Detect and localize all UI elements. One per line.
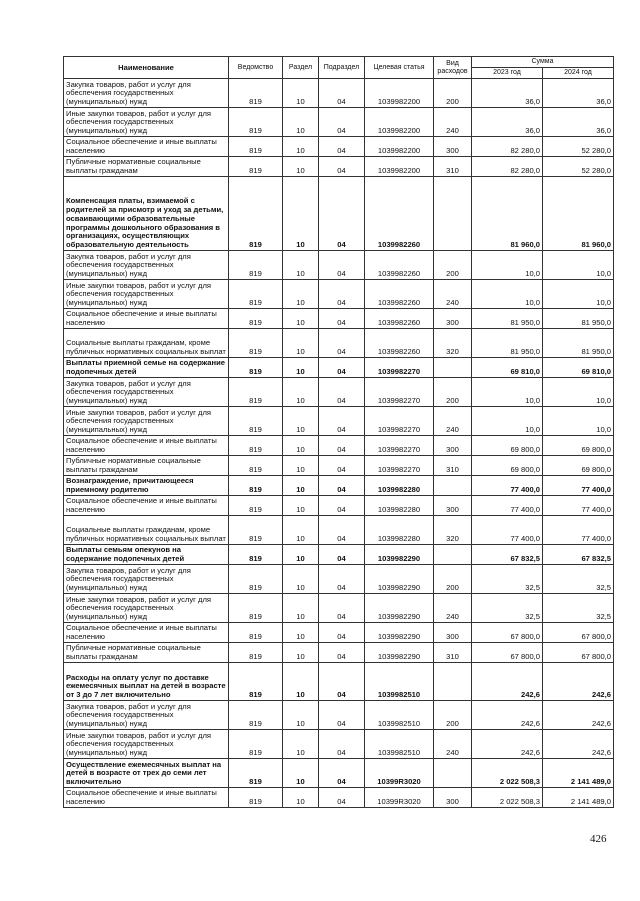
row-type: 300 (434, 137, 472, 157)
row-dept: 819 (229, 643, 283, 663)
row-dept: 819 (229, 516, 283, 545)
row-sum-2023: 36,0 (472, 79, 543, 108)
row-section: 10 (283, 565, 319, 594)
row-target: 1039982270 (365, 436, 434, 456)
row-type: 240 (434, 280, 472, 309)
row-sum-2023: 77 400,0 (472, 496, 543, 516)
row-section: 10 (283, 663, 319, 701)
header-dept: Ведомство (229, 57, 283, 79)
table-row (64, 79, 614, 108)
row-sum-2024: 69 800,0 (543, 436, 614, 456)
row-sum-2024: 81 950,0 (543, 309, 614, 329)
table-row (64, 565, 614, 594)
row-sum-2023: 242,6 (472, 701, 543, 730)
row-section: 10 (283, 251, 319, 280)
table-row (64, 137, 614, 157)
row-type: 240 (434, 407, 472, 436)
row-section: 10 (283, 309, 319, 329)
row-type: 240 (434, 730, 472, 759)
row-subsection: 04 (319, 157, 365, 177)
row-dept: 819 (229, 594, 283, 623)
row-subsection: 04 (319, 545, 365, 565)
row-name: Социальные выплаты гражданам, кроме публичных нормативных социальных выплат (64, 516, 229, 545)
row-name: Иные закупки товаров, работ и услуг для обеспечения государственных (муниципальных) нужд (64, 280, 229, 309)
table-row (64, 309, 614, 329)
row-name: Закупка товаров, работ и услуг для обеспечения государственных (муниципальных) нужд (64, 565, 229, 594)
row-dept: 819 (229, 407, 283, 436)
row-type: 200 (434, 701, 472, 730)
row-type (434, 177, 472, 251)
row-sum-2024: 242,6 (543, 663, 614, 701)
table-row (64, 701, 614, 730)
row-section: 10 (283, 788, 319, 808)
row-sum-2024: 52 280,0 (543, 157, 614, 177)
row-type: 310 (434, 643, 472, 663)
row-name: Расходы на оплату услуг по доставке ежемесячных выплат на детей в возрасте от 3 до 7 лет включительно (64, 663, 229, 701)
row-target: 1039982280 (365, 476, 434, 496)
row-type: 320 (434, 329, 472, 358)
row-section: 10 (283, 79, 319, 108)
row-section: 10 (283, 358, 319, 378)
row-subsection: 04 (319, 108, 365, 137)
row-sum-2023: 2 022 508,3 (472, 759, 543, 788)
row-sum-2024: 242,6 (543, 701, 614, 730)
row-dept: 819 (229, 108, 283, 137)
header-sum: Сумма (472, 57, 614, 68)
row-name: Социальное обеспечение и иные выплаты населению (64, 137, 229, 157)
row-dept: 819 (229, 456, 283, 476)
row-subsection: 04 (319, 407, 365, 436)
row-sum-2024: 36,0 (543, 108, 614, 137)
page-number: 426 (590, 833, 607, 845)
row-sum-2023: 10,0 (472, 407, 543, 436)
row-sum-2023: 69 800,0 (472, 436, 543, 456)
row-sum-2024: 52 280,0 (543, 137, 614, 157)
row-target: 1039982200 (365, 108, 434, 137)
row-sum-2023: 2 022 508,3 (472, 788, 543, 808)
row-section: 10 (283, 108, 319, 137)
row-section: 10 (283, 730, 319, 759)
row-sum-2024: 2 141 489,0 (543, 759, 614, 788)
row-target: 1039982260 (365, 177, 434, 251)
row-section: 10 (283, 378, 319, 407)
row-subsection: 04 (319, 456, 365, 476)
row-sum-2024: 81 960,0 (543, 177, 614, 251)
row-sum-2023: 242,6 (472, 730, 543, 759)
row-target: 1039982290 (365, 545, 434, 565)
table-row (64, 759, 614, 788)
row-dept: 819 (229, 565, 283, 594)
row-subsection: 04 (319, 476, 365, 496)
row-sum-2023: 82 280,0 (472, 157, 543, 177)
row-subsection: 04 (319, 623, 365, 643)
row-name: Выплаты приемной семье на содержание подопечных детей (64, 358, 229, 378)
row-type: 300 (434, 309, 472, 329)
row-target: 1039982260 (365, 280, 434, 309)
row-subsection: 04 (319, 701, 365, 730)
row-type: 310 (434, 456, 472, 476)
row-name: Иные закупки товаров, работ и услуг для обеспечения государственных (муниципальных) нужд (64, 730, 229, 759)
row-name: Социальное обеспечение и иные выплаты населению (64, 623, 229, 643)
row-type: 300 (434, 496, 472, 516)
table-row (64, 788, 614, 808)
row-name: Публичные нормативные социальные выплаты гражданам (64, 157, 229, 177)
row-dept: 819 (229, 309, 283, 329)
row-subsection: 04 (319, 643, 365, 663)
table-row (64, 516, 614, 545)
row-target: 1039982290 (365, 565, 434, 594)
row-section: 10 (283, 545, 319, 565)
row-target: 1039982290 (365, 594, 434, 623)
row-target: 10399R3020 (365, 759, 434, 788)
row-subsection: 04 (319, 516, 365, 545)
row-dept: 819 (229, 358, 283, 378)
row-type (434, 663, 472, 701)
row-dept: 819 (229, 476, 283, 496)
row-type (434, 358, 472, 378)
row-target: 1039982290 (365, 623, 434, 643)
row-sum-2023: 10,0 (472, 280, 543, 309)
row-subsection: 04 (319, 663, 365, 701)
table-row (64, 280, 614, 309)
row-target: 1039982510 (365, 701, 434, 730)
row-type: 200 (434, 79, 472, 108)
table-row (64, 730, 614, 759)
row-sum-2024: 67 832,5 (543, 545, 614, 565)
row-type (434, 759, 472, 788)
row-target: 1039982200 (365, 157, 434, 177)
row-subsection: 04 (319, 759, 365, 788)
row-type (434, 545, 472, 565)
row-sum-2024: 32,5 (543, 565, 614, 594)
budget-table (63, 56, 614, 808)
row-sum-2023: 82 280,0 (472, 137, 543, 157)
row-target: 1039982260 (365, 251, 434, 280)
row-dept: 819 (229, 137, 283, 157)
row-dept: 819 (229, 545, 283, 565)
row-sum-2024: 77 400,0 (543, 476, 614, 496)
row-type: 200 (434, 378, 472, 407)
row-target: 1039982270 (365, 358, 434, 378)
row-sum-2023: 77 400,0 (472, 516, 543, 545)
row-name: Социальное обеспечение и иные выплаты населению (64, 496, 229, 516)
table-row (64, 623, 614, 643)
table-row (64, 329, 614, 358)
row-sum-2023: 67 832,5 (472, 545, 543, 565)
row-sum-2024: 67 800,0 (543, 643, 614, 663)
table-row (64, 157, 614, 177)
row-dept: 819 (229, 378, 283, 407)
row-type: 240 (434, 108, 472, 137)
table-row (64, 251, 614, 280)
row-sum-2023: 77 400,0 (472, 476, 543, 496)
table-row (64, 407, 614, 436)
row-sum-2024: 69 800,0 (543, 456, 614, 476)
row-name: Осуществление ежемесячных выплат на детей в возрасте от трех до семи лет включительно (64, 759, 229, 788)
row-target: 1039982510 (365, 730, 434, 759)
table-body (64, 79, 614, 808)
header-subsection: Подраздел (319, 57, 365, 79)
row-subsection: 04 (319, 378, 365, 407)
row-sum-2023: 32,5 (472, 565, 543, 594)
row-subsection: 04 (319, 137, 365, 157)
row-sum-2024: 10,0 (543, 251, 614, 280)
row-section: 10 (283, 177, 319, 251)
row-subsection: 04 (319, 565, 365, 594)
table-row (64, 545, 614, 565)
row-subsection: 04 (319, 251, 365, 280)
row-target: 10399R3020 (365, 788, 434, 808)
row-dept: 819 (229, 157, 283, 177)
row-name: Закупка товаров, работ и услуг для обеспечения государственных (муниципальных) нужд (64, 251, 229, 280)
table-row (64, 358, 614, 378)
table-row (64, 378, 614, 407)
row-section: 10 (283, 516, 319, 545)
row-dept: 819 (229, 496, 283, 516)
row-section: 10 (283, 456, 319, 476)
row-subsection: 04 (319, 358, 365, 378)
row-sum-2023: 69 800,0 (472, 456, 543, 476)
table-row (64, 496, 614, 516)
row-dept: 819 (229, 177, 283, 251)
row-name: Закупка товаров, работ и услуг для обеспечения государственных (муниципальных) нужд (64, 378, 229, 407)
row-section: 10 (283, 407, 319, 436)
row-subsection: 04 (319, 309, 365, 329)
row-subsection: 04 (319, 280, 365, 309)
row-type: 300 (434, 436, 472, 456)
row-type: 240 (434, 594, 472, 623)
row-sum-2023: 81 950,0 (472, 329, 543, 358)
row-sum-2024: 242,6 (543, 730, 614, 759)
row-section: 10 (283, 594, 319, 623)
row-sum-2024: 2 141 489,0 (543, 788, 614, 808)
row-section: 10 (283, 496, 319, 516)
row-type (434, 476, 472, 496)
row-name: Закупка товаров, работ и услуг для обеспечения государственных (муниципальных) нужд (64, 79, 229, 108)
row-section: 10 (283, 759, 319, 788)
row-type: 200 (434, 251, 472, 280)
row-subsection: 04 (319, 329, 365, 358)
row-target: 1039982270 (365, 407, 434, 436)
row-sum-2023: 10,0 (472, 378, 543, 407)
row-sum-2023: 10,0 (472, 251, 543, 280)
table-row (64, 594, 614, 623)
row-sum-2023: 67 800,0 (472, 643, 543, 663)
row-section: 10 (283, 623, 319, 643)
row-target: 1039982280 (365, 496, 434, 516)
row-subsection: 04 (319, 436, 365, 456)
row-name: Публичные нормативные социальные выплаты гражданам (64, 643, 229, 663)
table-row (64, 476, 614, 496)
row-dept: 819 (229, 329, 283, 358)
row-target: 1039982200 (365, 79, 434, 108)
row-name: Социальное обеспечение и иные выплаты населению (64, 436, 229, 456)
row-target: 1039982510 (365, 663, 434, 701)
row-name: Иные закупки товаров, работ и услуг для обеспечения государственных (муниципальных) нужд (64, 108, 229, 137)
row-sum-2023: 81 960,0 (472, 177, 543, 251)
header-type: Вид расходов (434, 57, 472, 79)
row-target: 1039982260 (365, 329, 434, 358)
row-sum-2023: 32,5 (472, 594, 543, 623)
header-name: Наименование (64, 57, 229, 79)
row-sum-2024: 77 400,0 (543, 496, 614, 516)
row-subsection: 04 (319, 496, 365, 516)
row-sum-2024: 36,0 (543, 79, 614, 108)
row-name: Вознаграждение, причитающееся приемному родителю (64, 476, 229, 496)
row-name: Выплаты семьям опекунов на содержание подопечных детей (64, 545, 229, 565)
row-dept: 819 (229, 280, 283, 309)
row-sum-2024: 10,0 (543, 280, 614, 309)
row-type: 200 (434, 565, 472, 594)
row-sum-2024: 67 800,0 (543, 623, 614, 643)
row-type: 310 (434, 157, 472, 177)
row-dept: 819 (229, 730, 283, 759)
row-type: 300 (434, 623, 472, 643)
row-target: 1039982290 (365, 643, 434, 663)
row-sum-2023: 81 950,0 (472, 309, 543, 329)
row-dept: 819 (229, 663, 283, 701)
row-section: 10 (283, 329, 319, 358)
row-sum-2024: 81 950,0 (543, 329, 614, 358)
row-section: 10 (283, 137, 319, 157)
row-name: Социальное обеспечение и иные выплаты населению (64, 309, 229, 329)
header-target: Целевая статья (365, 57, 434, 79)
row-type: 320 (434, 516, 472, 545)
table-row (64, 108, 614, 137)
row-dept: 819 (229, 79, 283, 108)
row-subsection: 04 (319, 730, 365, 759)
row-section: 10 (283, 701, 319, 730)
row-subsection: 04 (319, 788, 365, 808)
row-type: 300 (434, 788, 472, 808)
row-dept: 819 (229, 788, 283, 808)
row-dept: 819 (229, 759, 283, 788)
row-subsection: 04 (319, 79, 365, 108)
row-target: 1039982280 (365, 516, 434, 545)
table-row (64, 663, 614, 701)
row-sum-2023: 242,6 (472, 663, 543, 701)
row-sum-2024: 10,0 (543, 378, 614, 407)
row-sum-2024: 10,0 (543, 407, 614, 436)
header-year-2024: 2024 год (543, 68, 614, 79)
row-section: 10 (283, 476, 319, 496)
row-target: 1039982270 (365, 378, 434, 407)
row-target: 1039982260 (365, 309, 434, 329)
table-row (64, 436, 614, 456)
row-section: 10 (283, 280, 319, 309)
row-name: Иные закупки товаров, работ и услуг для обеспечения государственных (муниципальных) нужд (64, 407, 229, 436)
row-subsection: 04 (319, 594, 365, 623)
row-subsection: 04 (319, 177, 365, 251)
row-sum-2023: 67 800,0 (472, 623, 543, 643)
row-name: Социальные выплаты гражданам, кроме публичных нормативных социальных выплат (64, 329, 229, 358)
row-name: Закупка товаров, работ и услуг для обеспечения государственных (муниципальных) нужд (64, 701, 229, 730)
row-dept: 819 (229, 436, 283, 456)
table-row (64, 177, 614, 251)
row-dept: 819 (229, 251, 283, 280)
row-section: 10 (283, 643, 319, 663)
row-dept: 819 (229, 701, 283, 730)
row-section: 10 (283, 157, 319, 177)
row-sum-2023: 36,0 (472, 108, 543, 137)
row-name: Социальное обеспечение и иные выплаты населению (64, 788, 229, 808)
row-sum-2023: 69 810,0 (472, 358, 543, 378)
header-year-2023: 2023 год (472, 68, 543, 79)
header-section: Раздел (283, 57, 319, 79)
row-name: Иные закупки товаров, работ и услуг для обеспечения государственных (муниципальных) нужд (64, 594, 229, 623)
row-name: Компенсация платы, взимаемой с родителей за присмотр и уход за детьми, осваивающими образовательные программы дошкольного образования в организациях, осуществляющих образовательную деятельность (64, 177, 229, 251)
row-section: 10 (283, 436, 319, 456)
table-row (64, 456, 614, 476)
row-sum-2024: 69 810,0 (543, 358, 614, 378)
row-dept: 819 (229, 623, 283, 643)
table-row (64, 643, 614, 663)
row-target: 1039982270 (365, 456, 434, 476)
row-sum-2024: 32,5 (543, 594, 614, 623)
row-name: Публичные нормативные социальные выплаты гражданам (64, 456, 229, 476)
row-target: 1039982200 (365, 137, 434, 157)
row-sum-2024: 77 400,0 (543, 516, 614, 545)
